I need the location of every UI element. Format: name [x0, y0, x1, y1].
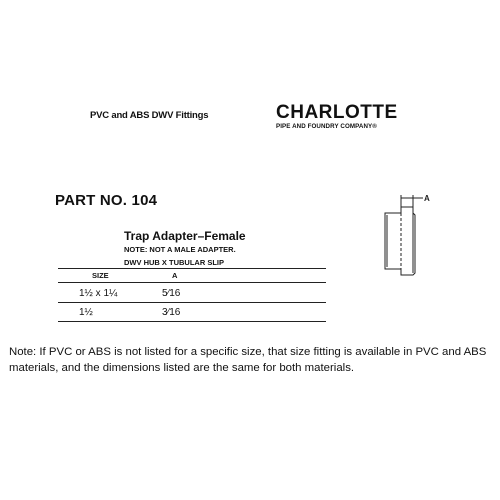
row-a-cell: 3⁄16 [162, 307, 181, 318]
column-header-size: SIZE [92, 271, 109, 280]
table-rule-header [58, 282, 326, 283]
table-rule-row [58, 302, 326, 303]
logo-wordmark: CHARLOTTE [276, 102, 398, 123]
row-a-cell: 5⁄16 [162, 288, 181, 299]
logo-subtitle: PIPE AND FOUNDRY COMPANY® [276, 123, 377, 130]
table-rule-bottom [58, 321, 326, 322]
dimension-label: A [424, 194, 430, 203]
company-logo [276, 104, 426, 130]
part-number: PART NO. 104 [55, 192, 158, 209]
column-header-a: A [172, 271, 178, 280]
product-note-line-2: DWV HUB X TUBULAR SLIP [124, 258, 224, 267]
table-rule-top [58, 268, 326, 269]
fitting-body [385, 207, 415, 275]
category-label: PVC and ABS DWV Fittings [90, 110, 209, 121]
row-size-cell: 1½ x 1¼ [79, 288, 118, 299]
product-note-line-1: NOTE: NOT A MALE ADAPTER. [124, 245, 236, 254]
fitting-diagram [375, 185, 445, 285]
footnote: Note: If PVC or ABS is not listed for a specific size, that size fitting is available in PVC and ABS materials, and the dimensions listed are the same for both materials. [9, 346, 487, 374]
row-size-cell: 1½ [79, 307, 93, 318]
product-title: Trap Adapter–Female [124, 229, 246, 243]
